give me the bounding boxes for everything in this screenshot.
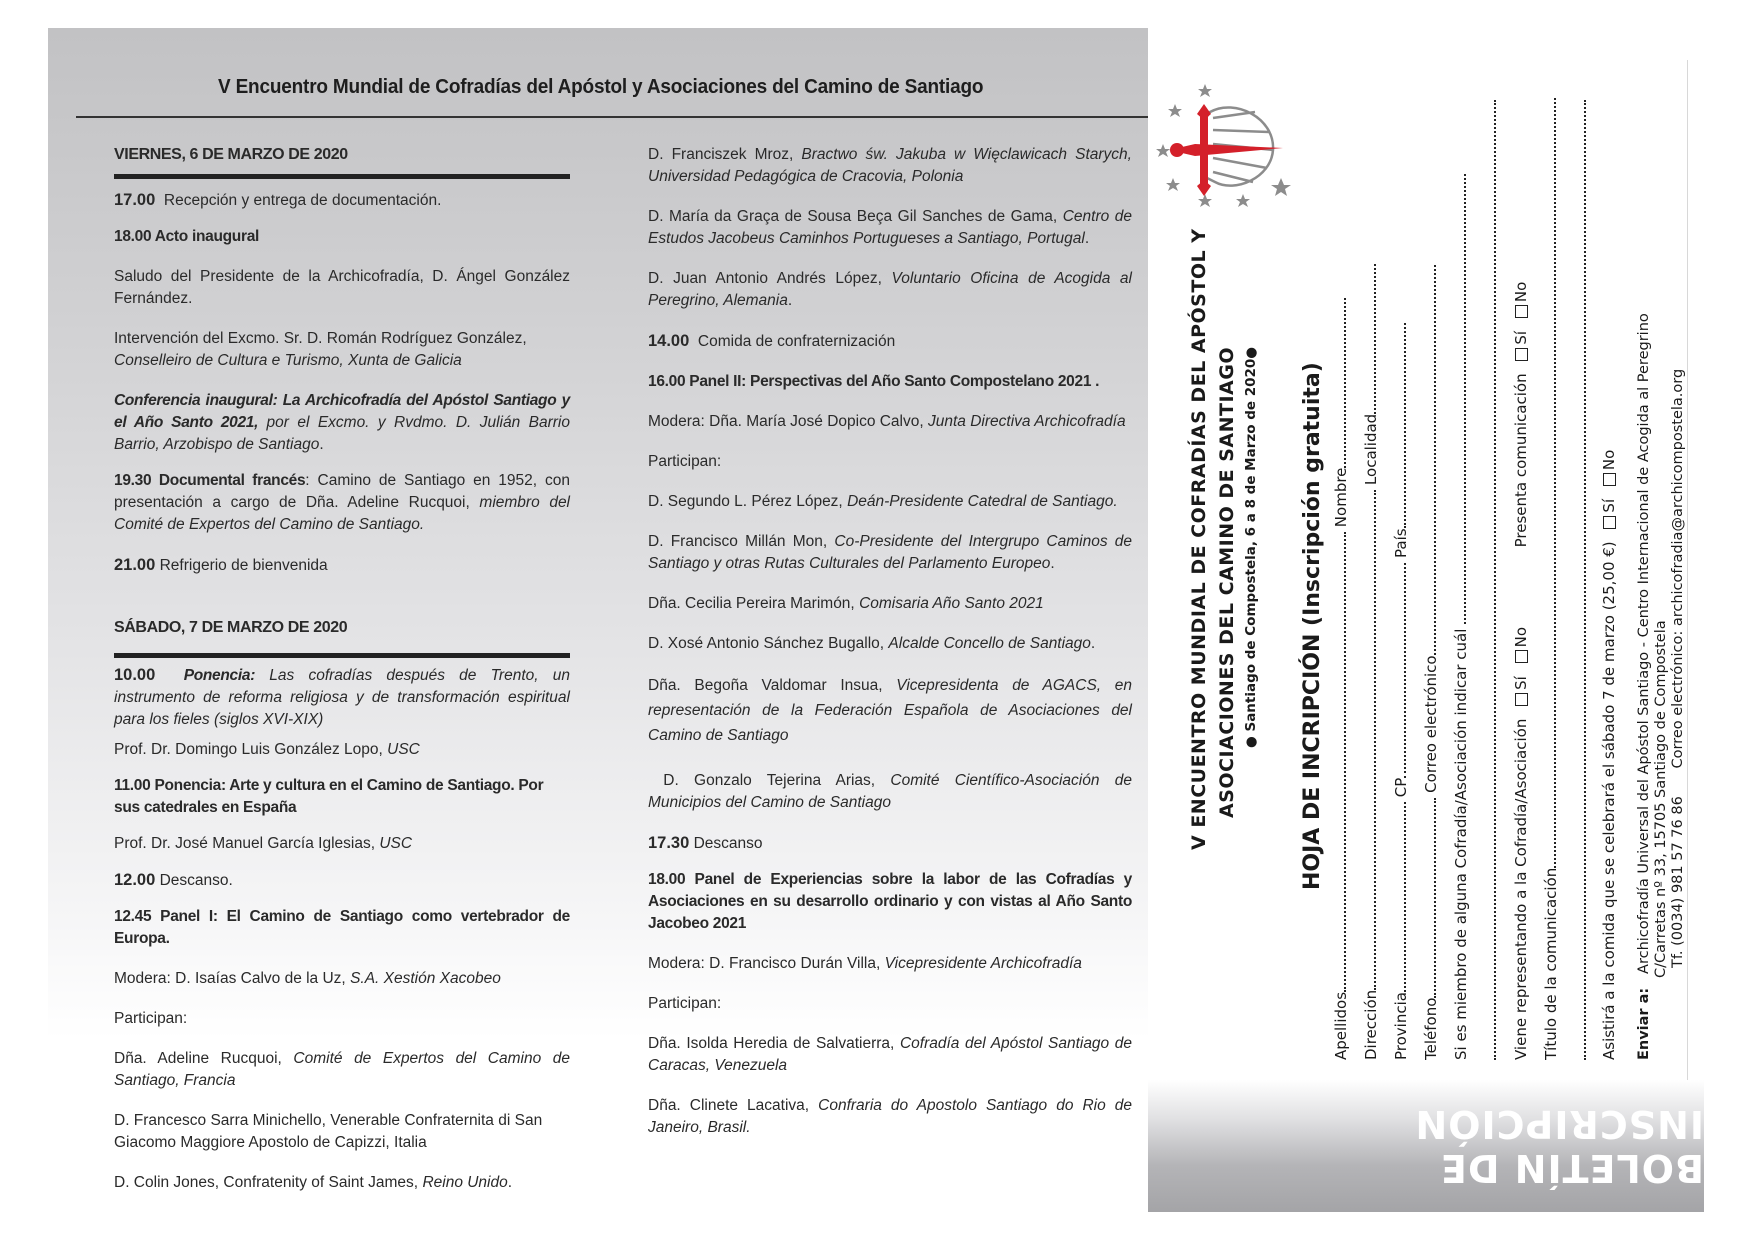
program-item: 17.30 Descanso bbox=[648, 834, 763, 852]
program-item-title: 16.00 Panel II: Perspectivas del Año Santo Compostelano 2021 . bbox=[648, 373, 1100, 390]
participant: Dña. Isolda Heredia de Salvatierra, Cofradía del Apóstol Santiago de Caracas, Venezuela bbox=[648, 1035, 1133, 1074]
friday-heading: VIERNES, 6 DE MARZO DE 2020 bbox=[114, 146, 348, 163]
participant: D. Xosé Antonio Sánchez Bugallo, Alcalde Concello de Santiago. bbox=[648, 635, 1096, 652]
program-item-title: 11.00 Ponencia: Arte y cultura en el Camino de Santiago. Por sus catedrales en España bbox=[114, 777, 544, 816]
presents-no-checkbox[interactable] bbox=[1515, 305, 1528, 318]
saturday-divider bbox=[114, 653, 570, 658]
surname-name-field[interactable]: Apellidos Nombre bbox=[1332, 298, 1350, 1060]
lunch-yes-checkbox[interactable] bbox=[1603, 516, 1616, 529]
boletin-heading: BOLETÍN DE INSCRIPCIÓN bbox=[1414, 1102, 1704, 1190]
form-border bbox=[1687, 60, 1688, 1080]
participant: D. Segundo L. Pérez López, Deán-Presidente Catedral de Santiago. bbox=[648, 493, 1118, 510]
membership-field[interactable]: Si es miembro de alguna Cofradía/Asociación indicar cuál bbox=[1452, 174, 1470, 1060]
program-item: Saludo del Presidente de la Archicofradía, D. Ángel González Fernández. bbox=[114, 268, 570, 307]
friday-divider bbox=[114, 174, 570, 179]
participant: Dña. Adeline Rucquoi, Comité de Expertos del Camino de Santiago, Francia bbox=[114, 1050, 570, 1089]
program-item: 21.00 Refrigerio de bienvenida bbox=[114, 556, 328, 574]
header-divider bbox=[76, 116, 1148, 118]
participant: D. Franciszek Mroz, Bractwo św. Jakuba w Więclawicach Starych, Universidad Pedagógica de Cracovia, Polonia bbox=[648, 146, 1132, 185]
participant: Dña. Cecilia Pereira Marimón, Comisaria Año Santo 2021 bbox=[648, 595, 1044, 612]
representation-field: Viene representando a la Cofradía/Asociación Sí No Presenta comunicación Sí No bbox=[1512, 281, 1530, 1060]
address-city-field[interactable]: Dirección Localidad bbox=[1362, 264, 1380, 1060]
email-link[interactable]: Correo electrónico: archicofradia@archicompostela.org bbox=[1670, 368, 1686, 769]
communication-title-continued-field[interactable] bbox=[1572, 100, 1590, 1060]
lunch-attendance-field: Asistirá a la comida que se celebrará el sábado 7 de marzo (25,00 €) Sí No bbox=[1600, 449, 1618, 1060]
program-item-title: 18.00 Panel de Experiencias sobre la labor de las Cofradías y Asociaciones en su desarrollo ordinario y con vistas al Año Santo Jacobeo 2021 bbox=[648, 871, 1132, 932]
program-item: Conferencia inaugural: La Archicofradía del Apóstol Santiago y el Año Santo 2021, por el Excmo. y Rvdmo. D. Julián Barrio Barrio, Arzobispo de Santiago. bbox=[114, 392, 570, 453]
province-cp-country-field[interactable]: Provincia CP País bbox=[1392, 323, 1410, 1060]
participant: Dña. Begoña Valdomar Insua, Vicepresidenta de AGACS, en representación de la Federación Española de Asociaciones del Camino de Santiago bbox=[648, 677, 1132, 744]
participant: D. Francisco Millán Mon, Co-Presidente del Intergrupo Caminos de Santiago y otras Rutas Culturales del Parlamento Europeo. bbox=[648, 533, 1133, 572]
conference-title-line-1: V ENCUENTRO MUNDIAL DE COFRADÍAS DEL APÓSTOL Y bbox=[1188, 228, 1210, 850]
communication-title-field[interactable]: Título de la comunicación bbox=[1542, 98, 1560, 1060]
participant: D. Colin Jones, Confratenity of Saint James, Reino Unido. bbox=[114, 1174, 513, 1191]
scallop-cross-logo-icon bbox=[1155, 78, 1295, 218]
phone-email-field[interactable]: Teléfono Correo electrónico bbox=[1422, 265, 1440, 1060]
form-title: HOJA DE INCRIPCIÓN (Inscripción gratuita) bbox=[1300, 362, 1325, 890]
conference-dates: ● Santiago de Compostela, 6 a 8 de Marzo de 2020● bbox=[1243, 346, 1259, 748]
program-column-2 bbox=[648, 144, 1132, 1153]
participants-label: Participan: bbox=[114, 1010, 188, 1027]
participant: D. Gonzalo Tejerina Arias, Comité Científico-Asociación de Municipios del Camino de Santiago bbox=[648, 772, 1133, 811]
conference-title-line-2: ASOCIACIONES DEL CAMINO DE SANTIAGO bbox=[1216, 346, 1238, 818]
program-item: Intervención del Excmo. Sr. D. Román Rodríguez González, Conselleiro de Cultura e Turismo, Xunta de Galicia bbox=[114, 330, 527, 369]
participant: D. Juan Antonio Andrés López, Voluntario Oficina de Acogida al Peregrino, Alemania. bbox=[648, 270, 1132, 309]
program-item: 12.00 Descanso. bbox=[114, 871, 233, 889]
program-item: 10.00 Ponencia: Las cofradías después de Trento, un instrumento de reforma religiosa y de transformación espiritual para los fieles (siglos XVI-XIX) bbox=[114, 666, 570, 728]
represents-no-checkbox[interactable] bbox=[1515, 650, 1528, 663]
moderator: Modera: D. Isaías Calvo de la Uz, S.A. Xestión Xacobeo bbox=[114, 970, 501, 987]
participant: Dña. Clinete Lacativa, Confraria do Apostolo Santiago do Rio de Janeiro, Brasil. bbox=[648, 1097, 1132, 1136]
moderator: Modera: Dña. María José Dopico Calvo, Junta Directiva Archicofradía bbox=[648, 413, 1126, 430]
program-item: 19.30 Documental francés: Camino de Santiago en 1952, con presentación a cargo de Dña. Adeline Rucquoi, miembro del Comité de Expertos del Camino de Santiago. bbox=[114, 472, 571, 533]
program-item: 14.00 Comida de confraternización bbox=[648, 332, 896, 350]
program-item: Prof. Dr. José Manuel García Iglesias, USC bbox=[114, 835, 413, 852]
presents-yes-checkbox[interactable] bbox=[1515, 348, 1528, 361]
participant: D. María da Graça de Sousa Beça Gil Sanches de Gama, Centro de Estudos Jacobeus Caminhos Portugueses a Santiago, Portugal. bbox=[648, 208, 1132, 247]
page-title: V Encuentro Mundial de Cofradías del Apóstol y Asociaciones del Camino de Santiago bbox=[218, 76, 984, 98]
represents-yes-checkbox[interactable] bbox=[1515, 693, 1528, 706]
lunch-no-checkbox[interactable] bbox=[1603, 473, 1616, 486]
participant: D. Francesco Sarra Minichello, Venerable Confraternita di San Giacomo Maggiore Apostolo de Capizzi, Italia bbox=[114, 1112, 543, 1151]
program-item: 17.00 Recepción y entrega de documentación. bbox=[114, 191, 442, 209]
moderator: Modera: D. Francisco Durán Villa, Vicepresidente Archicofradía bbox=[648, 955, 1082, 972]
saturday-heading: SÁBADO, 7 DE MARZO DE 2020 bbox=[114, 619, 348, 636]
membership-continued-field[interactable] bbox=[1482, 100, 1500, 1060]
program-column-1 bbox=[114, 144, 570, 1208]
send-to-block: Enviar a: Archicofradía Universal del Apóstol Santiago - Centro Internacional de Acogida al Peregrino C/Carretas nº 33, 15705 Santiago de Compostela Tf. (0034) 981 57 76 86 Correo electrónico: archicofradia@archicompostela.org bbox=[1636, 313, 1686, 1060]
participants-label: Participan: bbox=[648, 453, 722, 470]
program-item: Prof. Dr. Domingo Luis González Lopo, USC bbox=[114, 741, 420, 758]
participants-label: Participan: bbox=[648, 995, 722, 1012]
program-item-title: 12.45 Panel I: El Camino de Santiago como vertebrador de Europa. bbox=[114, 908, 570, 947]
program-item-title: 18.00 Acto inaugural bbox=[114, 228, 260, 245]
